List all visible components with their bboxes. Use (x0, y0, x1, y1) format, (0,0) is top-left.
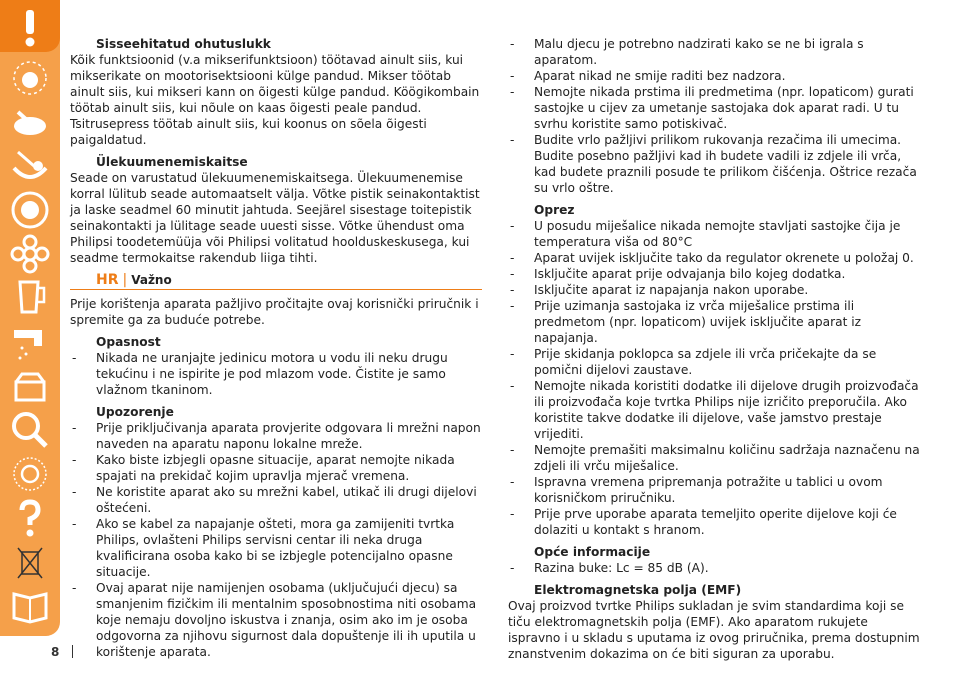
section-heading: Opće informacije (534, 545, 651, 559)
section-heading: Ülekuumenemiskaitse (96, 155, 248, 169)
list-item: - Ne koristite aparat ako su mrežni kabel, utikač ili drugi dijelovi oštećeni. (70, 484, 482, 516)
disposal-bin-icon[interactable] (8, 540, 52, 584)
list-item: - Ako se kabel za napajanje ošteti, mora ga zamijeniti tvrtka Philips, ovlašteni Philips servisni centar ili neka druga kvalificirana osoba kako bi se izbjegle potencijalno opasne situacije. (70, 516, 482, 580)
separator: | (122, 272, 128, 288)
tap-cleaning-icon[interactable] (8, 320, 52, 364)
world-wide-guarantee-icon[interactable] (8, 452, 52, 496)
grating-icon[interactable] (8, 188, 52, 232)
intro-paragraph: Prije korištenja aparata pažljivo pročitajte ovaj korisnički priručnik i spremite ga za buduće potrebe. (70, 297, 479, 327)
exclamation-icon[interactable] (8, 6, 52, 50)
section-heading: Upozorenje (96, 405, 174, 419)
list-item: - Malu djecu je potrebno nadzirati kako se ne bi igrala s aparatom. (508, 36, 920, 68)
kneading-icon[interactable] (8, 144, 52, 188)
paragraph: Kõik funktsioonid (v.a mikserifunktsioon) töötavad ainult siis, kui mikserikate on mootorisektsiooni külge pandud. Mikser töötab ainult siis, kui mikseri kann on õigesti külge pandud. Köögikombain töötab ainult siis, kui nõule on kaas õigesti peale pandud. Tsitrusepress töötab ainult siis, kui koonus on sõela õigesti paigaldatud. (70, 53, 480, 147)
language-code: HR (96, 272, 119, 288)
section-heading: Elektromagnetska polja (EMF) (534, 583, 742, 597)
general-info-list (508, 560, 920, 576)
right-column (508, 36, 920, 668)
list-item: - Budite vrlo pažljivi prilikom rukovanja rezačima ili umecima. Budite posebno pažljivi kad ih budete vadili iz zdjele ili vrča, kad budete praznili posude te prilikom čišćenja. Oštrice rezača su vrlo oštre. (508, 132, 920, 196)
section-heading: Opasnost (96, 335, 161, 349)
caution-list (508, 218, 920, 538)
list-item: - Prije priključivanja aparata provjerite odgovara li mrežni napon naveden na aparatu naponu lokalne mreže. (70, 420, 482, 452)
section-title: Važno (131, 273, 172, 287)
list-item: - Nemojte premašiti maksimalnu količinu sadržaja naznačenu na zdjeli ili vrču miješalice. (508, 442, 920, 474)
danger-list (70, 350, 482, 398)
sidebar (0, 0, 60, 636)
list-item: - Prije prve uporabe aparata temeljito operite dijelove koji će dolaziti u kontakt s hranom. (508, 506, 920, 538)
blade-disc-icon[interactable] (8, 232, 52, 276)
paragraph: Seade on varustatud ülekuumenemiskaitsega. Ülekuumenemise korral lülitub seade automaatselt välja. Võtke pistik seinakontaktist ja laske seadmel 60 minutit jahtuda. Seejärel sisestage toitepistik seinakontakti ja lülitage seade uuesti sisse. Võtke ühendust oma Philipsi toodetemüüja või Philipsi volitatud hoolduskeskusega, kui seadme termokaitse rakendub liiga tihti. (70, 171, 480, 265)
list-item: - Nikada ne uranjajte jedinicu motora u vodu ili neku drugu tekućinu i ne ispirite je pod mlazom vode. Čistite je samo vlažnom tkaninom. (70, 350, 482, 398)
list-item: - Prije uzimanja sastojaka iz vrča miješalice prstima ili predmetom (npr. lopaticom) uvijek isključite aparat iz napajanja. (508, 298, 920, 346)
list-item: - Prije skidanja poklopca sa zdjele ili vrča pričekajte da se pomični dijelovi zaustave. (508, 346, 920, 378)
slicing-icon[interactable] (8, 100, 52, 144)
list-item: - Ovaj aparat nije namijenjen osobama (uključujući djecu) sa smanjenim fizičkim ili mentalnim sposobnostima niti osobama koje nemaju dovoljno iskustva i znanja, osim ako im je osoba odgovorna za njihovu sigurnost dala dopuštenje ili ih uputila u korištenje aparata. (70, 580, 482, 660)
list-item: - Nemojte nikada prstima ili predmetima (npr. lopaticom) gurati sastojke u cijev za umetanje sastojaka dok aparat radi. U tu svrhu koristite samo potiskivač. (508, 84, 920, 132)
list-item: - Nemojte nikada koristiti dodatke ili dijelove drugih proizvođača ili proizvođača koje tvrtka Philips nije izričito preporučila. Ako koristite takve dodatke ili dijelove, vaše jamstvo prestaje vrijediti. (508, 378, 920, 442)
recipe-book-icon[interactable] (8, 584, 52, 628)
list-item: - Aparat nikad ne smije raditi bez nadzora. (508, 68, 920, 84)
storage-box-icon[interactable] (8, 364, 52, 408)
question-mark-icon[interactable] (8, 496, 52, 540)
page-number-divider (72, 645, 73, 658)
language-section-header (70, 272, 482, 290)
blender-jar-icon[interactable] (8, 276, 52, 320)
paragraph: Ovaj proizvod tvrtke Philips sukladan je svim standardima koji se tiču elektromagnetskih polja (EMF). Ako aparatom rukujete ispravno i u skladu s uputama iz ovog priručnika, prema dostupnim znanstvenim dokazima on će biti siguran za uporabu. (508, 599, 920, 661)
warning-list (70, 420, 482, 660)
click-and-go-icon[interactable] (8, 56, 52, 100)
page-number: 8 (51, 645, 60, 659)
left-column (70, 36, 482, 666)
magnifier-icon[interactable] (8, 408, 52, 452)
section-heading: Sisseehitatud ohutuslukk (96, 37, 271, 51)
section-heading: Oprez (534, 203, 575, 217)
list-item: - Isključite aparat iz napajanja nakon uporabe. (508, 282, 920, 298)
list-item: - Razina buke: Lc = 85 dB (A). (508, 560, 920, 576)
list-item: - U posudu miješalice nikada nemojte stavljati sastojke čija je temperatura viša od 80°C (508, 218, 920, 250)
warning-list-continued (508, 36, 920, 196)
list-item: - Kako biste izbjegli opasne situacije, aparat nemojte nikada spajati na prekidač kojim upravlja mjerač vremena. (70, 452, 482, 484)
list-item: - Isključite aparat prije odvajanja bilo kojeg dodatka. (508, 266, 920, 282)
list-item: - Ispravna vremena pripremanja potražite u tablici u ovom korisničkom priručniku. (508, 474, 920, 506)
list-item: - Aparat uvijek isključite tako da regulator okrenete u položaj 0. (508, 250, 920, 266)
